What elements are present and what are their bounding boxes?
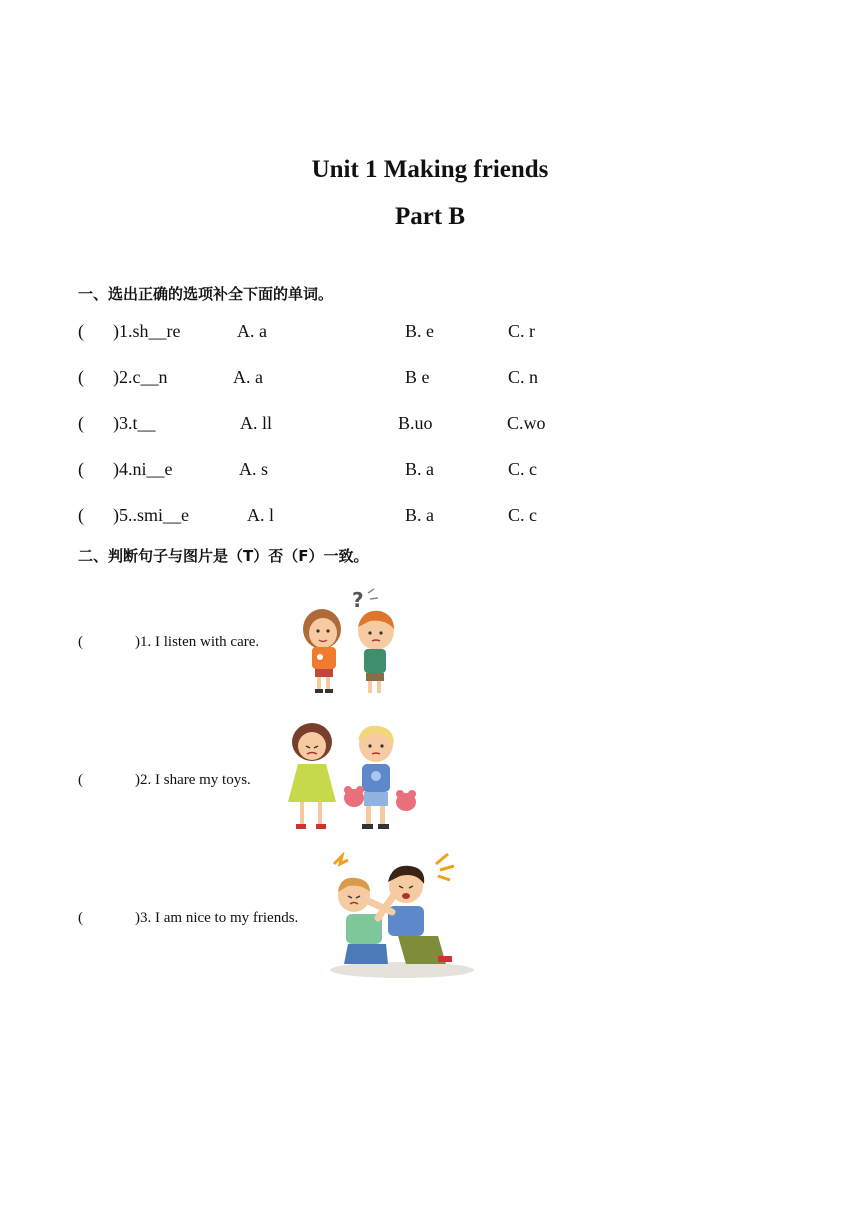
question-word: )3.t__ bbox=[113, 413, 156, 433]
question-word: )2.c__n bbox=[113, 367, 168, 387]
page-title: Unit 1 Making friends bbox=[311, 156, 549, 183]
statement-text: )1. I listen with care. bbox=[135, 634, 260, 650]
two-kids-confused-picture bbox=[290, 585, 405, 697]
statement-text: )3. I am nice to my friends. bbox=[135, 910, 299, 926]
question-row bbox=[78, 367, 778, 391]
girl-crying-boy-toys-picture bbox=[278, 718, 423, 836]
option-a: A. ll bbox=[240, 413, 273, 433]
answer-paren[interactable]: ( bbox=[78, 910, 83, 926]
question-word: )5..smi__e bbox=[113, 505, 189, 525]
option-a: A. s bbox=[239, 459, 269, 479]
boys-fighting-picture bbox=[326, 852, 478, 980]
answer-paren[interactable]: ( bbox=[78, 505, 84, 525]
option-b: B. a bbox=[405, 459, 434, 479]
option-b: B.uo bbox=[398, 413, 433, 433]
question-row bbox=[78, 459, 778, 483]
option-c: C. c bbox=[508, 459, 537, 479]
section1-heading: 一、选出正确的选项补全下面的单词。 bbox=[78, 285, 334, 303]
option-c: C. c bbox=[508, 505, 537, 525]
answer-paren[interactable]: ( bbox=[78, 321, 84, 341]
answer-paren[interactable]: ( bbox=[78, 634, 83, 650]
option-c: C. n bbox=[508, 367, 539, 387]
answer-paren[interactable]: ( bbox=[78, 772, 83, 788]
question-word: )4.ni__e bbox=[113, 459, 173, 479]
page-subtitle: Part B bbox=[394, 203, 466, 230]
section2-heading: 二、判断句子与图片是（T）否（F）一致。 bbox=[78, 547, 369, 565]
question-row bbox=[78, 505, 778, 529]
option-b: B. e bbox=[405, 321, 434, 341]
answer-paren[interactable]: ( bbox=[78, 413, 84, 433]
question-row bbox=[78, 321, 778, 345]
option-a: A. l bbox=[247, 505, 274, 525]
statement-text: )2. I share my toys. bbox=[135, 772, 251, 788]
option-a: A. a bbox=[233, 367, 263, 387]
option-b: B e bbox=[405, 367, 430, 387]
question-word: )1.sh__re bbox=[113, 321, 181, 341]
question-row bbox=[78, 413, 778, 437]
lightning-icon bbox=[334, 856, 348, 864]
option-c: C.wo bbox=[507, 413, 546, 433]
option-a: A. a bbox=[237, 321, 267, 341]
answer-paren[interactable]: ( bbox=[78, 367, 84, 387]
answer-paren[interactable]: ( bbox=[78, 459, 84, 479]
option-b: B. a bbox=[405, 505, 434, 525]
question-mark-icon: ? bbox=[352, 588, 364, 612]
option-c: C. r bbox=[508, 321, 535, 341]
